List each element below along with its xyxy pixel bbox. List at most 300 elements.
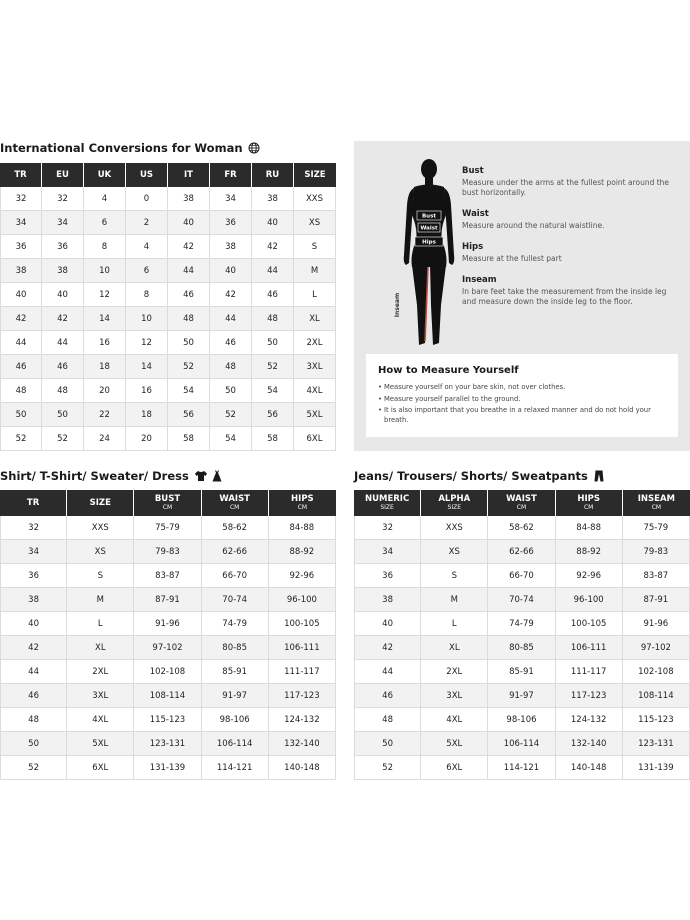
table-cell: 52 [0, 427, 42, 451]
table-cell: 62-66 [488, 540, 555, 564]
table-cell: 40 [0, 283, 42, 307]
table-cell: 74-79 [488, 612, 555, 636]
table-row [354, 708, 690, 732]
table-row [0, 540, 336, 564]
table-cell: XL [294, 307, 336, 331]
table-cell: 123-131 [623, 732, 690, 756]
table-cell: 4XL [67, 708, 134, 732]
column-header [67, 490, 134, 516]
table-cell: 114-121 [488, 756, 555, 780]
table-cell: 8 [84, 235, 126, 259]
table-cell: 117-123 [269, 684, 336, 708]
table-cell: 38 [0, 259, 42, 283]
table-cell: 18 [126, 403, 168, 427]
table-row [0, 708, 336, 732]
table-cell: 32 [0, 187, 42, 211]
column-header-unit: CM [583, 503, 594, 511]
table-cell: 98-106 [202, 708, 269, 732]
table-cell: 6 [126, 259, 168, 283]
table-cell: 44 [168, 259, 210, 283]
table-cell: 84-88 [269, 516, 336, 540]
table-cell: 124-132 [269, 708, 336, 732]
table-cell: 4XL [421, 708, 488, 732]
table-cell: 14 [126, 355, 168, 379]
table-cell: 106-114 [488, 732, 555, 756]
table-cell: 46 [168, 283, 210, 307]
table-cell: 66-70 [488, 564, 555, 588]
table-cell: 52 [252, 355, 294, 379]
table-cell: 124-132 [556, 708, 623, 732]
column-header [488, 490, 555, 516]
measurement-inseam [462, 275, 677, 307]
table-cell: 40 [210, 259, 252, 283]
column-header-unit: CM [229, 503, 240, 511]
table-cell: 5XL [294, 403, 336, 427]
table-cell: 40 [42, 283, 84, 307]
dress-icon [211, 470, 223, 482]
column-header-unit: CM [162, 503, 173, 511]
table-cell: 102-108 [134, 660, 201, 684]
figure-label-hips: Hips [422, 239, 436, 246]
table-row [354, 660, 690, 684]
table-cell: 85-91 [202, 660, 269, 684]
table-cell: 16 [84, 331, 126, 355]
table-cell: 132-140 [556, 732, 623, 756]
table-cell: 80-85 [202, 636, 269, 660]
table-cell: 50 [42, 403, 84, 427]
table-cell: 3XL [294, 355, 336, 379]
table-cell: 34 [42, 211, 84, 235]
table-cell: 58-62 [202, 516, 269, 540]
jeans-heading: Jeans/ Trousers/ Shorts/ Sweatpants [354, 469, 605, 483]
table-cell: M [421, 588, 488, 612]
table-cell: XL [67, 636, 134, 660]
table-cell: 66-70 [202, 564, 269, 588]
table-cell: 2XL [67, 660, 134, 684]
table-row [0, 307, 336, 331]
table-cell: 2XL [421, 660, 488, 684]
how-to-measure-box [366, 354, 678, 437]
table-header-row [354, 490, 690, 516]
table-row [354, 588, 690, 612]
table-row [0, 259, 336, 283]
table-cell: 4XL [294, 379, 336, 403]
table-row [0, 612, 336, 636]
table-cell: 70-74 [488, 588, 555, 612]
table-row [354, 684, 690, 708]
table-row [354, 612, 690, 636]
column-header-label: WAIST [506, 493, 537, 504]
table-cell: 102-108 [623, 660, 690, 684]
table-cell: 58-62 [488, 516, 555, 540]
table-cell: 3XL [67, 684, 134, 708]
table-cell: 75-79 [623, 516, 690, 540]
table-cell: 50 [252, 331, 294, 355]
table-cell: 85-91 [488, 660, 555, 684]
shirt-heading: Shirt/ T-Shirt/ Sweater/ Dress [0, 469, 223, 483]
figure-label-bust: Bust [421, 213, 437, 220]
table-row [354, 540, 690, 564]
table-cell: XXS [294, 187, 336, 211]
table-cell: 106-114 [202, 732, 269, 756]
table-cell: 115-123 [623, 708, 690, 732]
figure-label-inseam: Inseam [394, 292, 401, 318]
table-cell: 0 [126, 187, 168, 211]
table-header-row [0, 490, 336, 516]
measurement-title: Bust [462, 166, 484, 176]
table-cell: XS [67, 540, 134, 564]
table-row [0, 379, 336, 403]
measurement-desc: In bare feet take the measurement from the inside leg and measure down the inside leg to the floor. [462, 287, 667, 306]
table-cell: S [294, 235, 336, 259]
table-cell: 100-105 [556, 612, 623, 636]
measurement-hips [462, 242, 677, 264]
table-cell: 44 [0, 331, 42, 355]
column-header-label: HIPS [291, 493, 314, 504]
table-cell: L [67, 612, 134, 636]
column-header-unit: CM [516, 503, 527, 511]
table-cell: XS [294, 211, 336, 235]
table-cell: 140-148 [269, 756, 336, 780]
table-cell: 5XL [67, 732, 134, 756]
measurement-title: Inseam [462, 275, 497, 285]
table-cell: 97-102 [623, 636, 690, 660]
table-cell: 36 [210, 211, 252, 235]
table-cell: 106-111 [269, 636, 336, 660]
table-cell: 4 [126, 235, 168, 259]
table-row [0, 588, 336, 612]
table-cell: 91-97 [488, 684, 555, 708]
table-cell: 22 [84, 403, 126, 427]
table-cell: 52 [354, 756, 421, 780]
international-heading: International Conversions for Woman [0, 141, 260, 155]
table-cell: 38 [0, 588, 67, 612]
table-row [0, 732, 336, 756]
table-cell: 83-87 [134, 564, 201, 588]
table-cell: 40 [0, 612, 67, 636]
column-header-label: NUMERIC [364, 493, 410, 504]
table-row [354, 636, 690, 660]
table-cell: 44 [42, 331, 84, 355]
table-cell: 50 [168, 331, 210, 355]
table-cell: 42 [210, 283, 252, 307]
table-cell: 48 [168, 307, 210, 331]
table-cell: 40 [252, 211, 294, 235]
table-cell: 48 [354, 708, 421, 732]
table-cell: 34 [0, 211, 42, 235]
table-cell: 111-117 [556, 660, 623, 684]
table-cell: 92-96 [556, 564, 623, 588]
table-row [0, 187, 336, 211]
table-cell: 58 [252, 427, 294, 451]
table-cell: 40 [354, 612, 421, 636]
table-cell: 97-102 [134, 636, 201, 660]
table-row [0, 684, 336, 708]
table-cell: 131-139 [134, 756, 201, 780]
table-cell: 46 [354, 684, 421, 708]
table-cell: 108-114 [134, 684, 201, 708]
shirt-size-table [0, 490, 336, 780]
table-cell: 80-85 [488, 636, 555, 660]
table-cell: 52 [168, 355, 210, 379]
table-cell: 24 [84, 427, 126, 451]
column-header: IT [168, 163, 210, 187]
table-row [354, 564, 690, 588]
table-cell: 91-96 [134, 612, 201, 636]
table-cell: 40 [168, 211, 210, 235]
table-cell: 96-100 [556, 588, 623, 612]
table-cell: 48 [210, 355, 252, 379]
table-cell: 52 [210, 403, 252, 427]
table-cell: 117-123 [556, 684, 623, 708]
column-header-label: WAIST [219, 493, 250, 504]
column-header-unit: SIZE [380, 503, 394, 511]
table-cell: 20 [126, 427, 168, 451]
table-cell: 3XL [421, 684, 488, 708]
column-header-label: SIZE [89, 497, 111, 508]
table-cell: 38 [210, 235, 252, 259]
column-header [354, 490, 421, 516]
how-to-measure-title: How to Measure Yourself [378, 365, 519, 376]
table-cell: 75-79 [134, 516, 201, 540]
table-cell: 48 [252, 307, 294, 331]
table-row [0, 660, 336, 684]
measurement-waist [462, 209, 677, 231]
column-header: US [126, 163, 168, 187]
table-cell: 2 [126, 211, 168, 235]
table-cell: 12 [126, 331, 168, 355]
table-cell: 56 [252, 403, 294, 427]
table-cell: 92-96 [269, 564, 336, 588]
table-cell: 5XL [421, 732, 488, 756]
trousers-icon [593, 470, 605, 482]
table-cell: M [67, 588, 134, 612]
table-cell: 98-106 [488, 708, 555, 732]
jeans-size-table [354, 490, 690, 780]
table-cell: 42 [354, 636, 421, 660]
column-header: UK [84, 163, 126, 187]
table-cell: 50 [354, 732, 421, 756]
table-cell: 42 [252, 235, 294, 259]
table-cell: 48 [0, 708, 67, 732]
table-cell: 52 [42, 427, 84, 451]
measurement-bust [462, 166, 677, 198]
table-cell: 56 [168, 403, 210, 427]
table-cell: 38 [354, 588, 421, 612]
table-row [354, 516, 690, 540]
table-cell: XXS [421, 516, 488, 540]
table-cell: 83-87 [623, 564, 690, 588]
table-cell: 100-105 [269, 612, 336, 636]
column-header-label: TR [26, 497, 40, 508]
measurement-guide-panel [354, 141, 690, 451]
column-header [134, 490, 201, 516]
measurement-desc: Measure around the natural waistline. [462, 221, 605, 230]
table-cell: 84-88 [556, 516, 623, 540]
table-cell: 52 [0, 756, 67, 780]
table-cell: 106-111 [556, 636, 623, 660]
table-cell: 70-74 [202, 588, 269, 612]
table-cell: 32 [354, 516, 421, 540]
column-header [269, 490, 336, 516]
table-cell: 34 [210, 187, 252, 211]
table-cell: 50 [0, 732, 67, 756]
table-row [0, 211, 336, 235]
measurement-title: Waist [462, 209, 489, 219]
table-cell: 36 [354, 564, 421, 588]
table-cell: 88-92 [556, 540, 623, 564]
column-header [556, 490, 623, 516]
table-cell: 6XL [294, 427, 336, 451]
table-cell: 79-83 [623, 540, 690, 564]
column-header [623, 490, 690, 516]
table-cell: 6XL [421, 756, 488, 780]
table-cell: 91-97 [202, 684, 269, 708]
table-cell: 131-139 [623, 756, 690, 780]
measurement-title: Hips [462, 242, 484, 252]
table-row [0, 756, 336, 780]
table-cell: 20 [84, 379, 126, 403]
table-cell: 91-96 [623, 612, 690, 636]
table-cell: 44 [210, 307, 252, 331]
table-cell: 44 [354, 660, 421, 684]
table-cell: L [421, 612, 488, 636]
table-cell: 38 [252, 187, 294, 211]
table-cell: S [421, 564, 488, 588]
table-row [0, 516, 336, 540]
table-cell: 6 [84, 211, 126, 235]
table-cell: 32 [0, 516, 67, 540]
table-cell: 58 [168, 427, 210, 451]
table-cell: M [294, 259, 336, 283]
column-header [421, 490, 488, 516]
table-row [0, 283, 336, 307]
figure-label-waist: Waist [420, 225, 438, 232]
table-cell: 46 [42, 355, 84, 379]
body-silhouette-figure [384, 155, 474, 355]
table-cell: 115-123 [134, 708, 201, 732]
table-cell: 46 [210, 331, 252, 355]
table-row [354, 756, 690, 780]
table-cell: 38 [42, 259, 84, 283]
table-cell: 132-140 [269, 732, 336, 756]
column-header-label: HIPS [577, 493, 600, 504]
table-cell: 96-100 [269, 588, 336, 612]
column-header: EU [42, 163, 84, 187]
table-row [0, 564, 336, 588]
table-cell: 8 [126, 283, 168, 307]
table-cell: 12 [84, 283, 126, 307]
table-cell: 36 [0, 564, 67, 588]
table-cell: 54 [168, 379, 210, 403]
globe-icon [248, 142, 260, 154]
international-conversion-table [0, 163, 336, 451]
table-cell: 42 [42, 307, 84, 331]
table-cell: XS [421, 540, 488, 564]
table-row [0, 427, 336, 451]
table-cell: 32 [42, 187, 84, 211]
column-header: RU [252, 163, 294, 187]
table-cell: 108-114 [623, 684, 690, 708]
table-cell: 10 [84, 259, 126, 283]
table-cell: 44 [252, 259, 294, 283]
table-cell: XL [421, 636, 488, 660]
table-cell: 38 [168, 187, 210, 211]
table-cell: 79-83 [134, 540, 201, 564]
table-cell: 18 [84, 355, 126, 379]
measurement-desc: Measure under the arms at the fullest point around the bust horizontally. [462, 178, 670, 197]
table-row [0, 355, 336, 379]
column-header: SIZE [294, 163, 336, 187]
table-row [0, 636, 336, 660]
list-item: • Measure yourself on your bare skin, not over clothes. [378, 383, 666, 393]
table-cell: 46 [0, 684, 67, 708]
table-row [354, 732, 690, 756]
table-row [0, 403, 336, 427]
table-row [0, 331, 336, 355]
table-cell: 123-131 [134, 732, 201, 756]
table-cell: 42 [0, 307, 42, 331]
table-cell: 48 [42, 379, 84, 403]
table-cell: 6XL [67, 756, 134, 780]
column-header-unit: SIZE [447, 503, 462, 511]
column-header-unit: CM [297, 503, 308, 511]
table-cell: 48 [0, 379, 42, 403]
how-to-measure-list [378, 383, 666, 425]
measurement-desc: Measure at the fullest part [462, 254, 562, 263]
table-cell: 2XL [294, 331, 336, 355]
table-cell: 54 [252, 379, 294, 403]
table-cell: 42 [168, 235, 210, 259]
table-cell: 111-117 [269, 660, 336, 684]
table-cell: 34 [0, 540, 67, 564]
list-item: • Measure yourself parallel to the ground. [378, 395, 666, 405]
table-cell: 87-91 [134, 588, 201, 612]
table-cell: 10 [126, 307, 168, 331]
table-row [0, 235, 336, 259]
column-header-label: BUST [154, 493, 181, 504]
tshirt-icon [194, 470, 208, 482]
table-cell: 50 [0, 403, 42, 427]
table-cell: 14 [84, 307, 126, 331]
table-cell: 36 [0, 235, 42, 259]
table-cell: S [67, 564, 134, 588]
table-cell: 46 [252, 283, 294, 307]
table-cell: 16 [126, 379, 168, 403]
table-cell: 44 [0, 660, 67, 684]
column-header [202, 490, 269, 516]
table-cell: 34 [354, 540, 421, 564]
column-header: FR [210, 163, 252, 187]
table-cell: 88-92 [269, 540, 336, 564]
table-cell: 46 [0, 355, 42, 379]
table-cell: 74-79 [202, 612, 269, 636]
column-header [0, 490, 67, 516]
table-header-row [0, 163, 336, 187]
table-cell: 140-148 [556, 756, 623, 780]
table-cell: 54 [210, 427, 252, 451]
list-item: • It is also important that you breathe in a relaxed manner and do not hold your breath. [378, 406, 666, 425]
table-cell: 87-91 [623, 588, 690, 612]
column-header-label: ALPHA [438, 493, 471, 504]
column-header-unit: CM [651, 503, 662, 511]
table-cell: 42 [0, 636, 67, 660]
table-cell: 62-66 [202, 540, 269, 564]
table-cell: 50 [210, 379, 252, 403]
column-header-label: INSEAM [637, 493, 675, 504]
table-cell: L [294, 283, 336, 307]
table-cell: 4 [84, 187, 126, 211]
